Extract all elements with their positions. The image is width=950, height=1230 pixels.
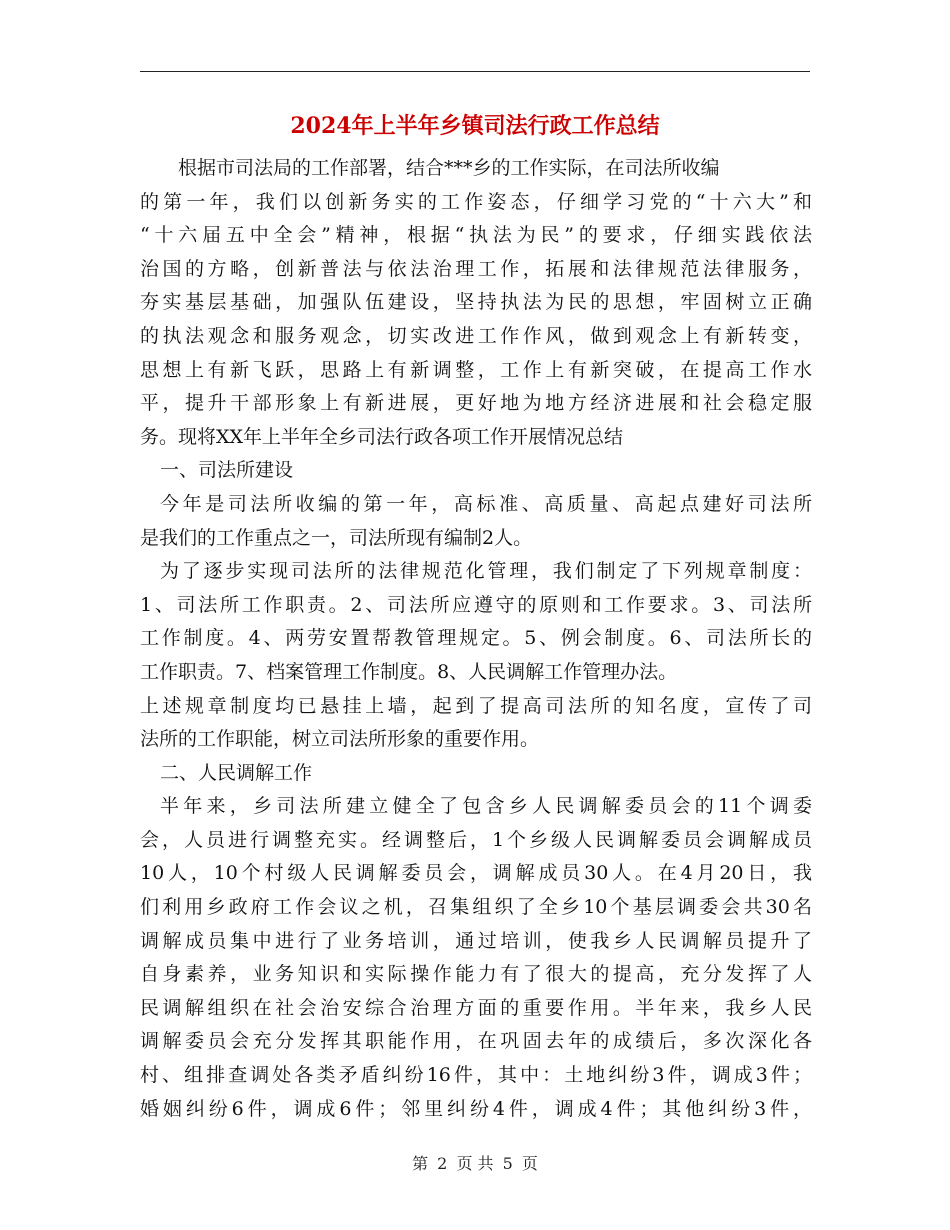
page-footer [0, 1152, 950, 1176]
footer-middle: 页 共 [456, 1154, 494, 1173]
section-heading: 一、司法所建设 [160, 459, 294, 482]
paragraph-line: 根据市司法局的工作部署，结合***乡的工作实际，在司法所收编 [178, 157, 720, 179]
paragraph-line: 治国的方略，创新普法与依法治理工作，拓展和法律规范法律服务， [140, 257, 812, 280]
paragraph-line: 工作职责。7、档案管理工作制度。8、人民调解工作管理办法。 [140, 660, 678, 683]
paragraph-line: 调解委员会充分发挥其职能作用，在巩固去年的成绩后，多次深化各 [140, 1030, 812, 1053]
section-heading: 二、人民调解工作 [160, 761, 313, 784]
paragraph-line: 自身素养，业务知识和实际操作能力有了很大的提高，充分发挥了人 [140, 963, 812, 986]
paragraph-line: 半年来，乡司法所建立健全了包含乡人民调解委员会的11个调委 [160, 795, 812, 818]
paragraph-line: 们利用乡政府工作会议之机，召集组织了全乡10个基层调委会共30名 [140, 896, 812, 919]
header-rule [140, 71, 810, 72]
paragraph-line: 的执法观念和服务观念，切实改进工作作风，做到观念上有新转变， [140, 324, 812, 347]
paragraph-line: 的第一年，我们以创新务实的工作姿态，仔细学习党的“十六大”和 [140, 190, 812, 213]
paragraph-line: 法所的工作职能，树立司法所形象的重要作用。 [140, 728, 540, 751]
paragraph-line: 思想上有新飞跃，思路上有新调整，工作上有新突破，在提高工作水 [140, 358, 812, 381]
paragraph-line: 夯实基层基础，加强队伍建设，坚持执法为民的思想，牢固树立正确 [140, 291, 812, 314]
paragraph-line: 工作制度。4、两劳安置帮教管理规定。5、例会制度。6、司法所长的 [140, 627, 812, 650]
paragraph-line: 是我们的工作重点之一，司法所现有编制2人。 [140, 526, 533, 549]
paragraph-line: 1、司法所工作职责。2、司法所应遵守的原则和工作要求。3、司法所 [140, 593, 812, 616]
total-page-count: 5 [502, 1154, 513, 1173]
document-title: 2024年上半年乡镇司法行政工作总结 [290, 113, 660, 139]
document-body [140, 152, 812, 1126]
paragraph-line: 今年是司法所收编的第一年，高标准、高质量、高起点建好司法所 [160, 492, 812, 515]
paragraph-line: 为了逐步实现司法所的法律规范化管理，我们制定了下列规章制度： [160, 560, 812, 583]
paragraph-line: 上述规章制度均已悬挂上墙，起到了提高司法所的知名度，宣传了司 [140, 694, 812, 717]
paragraph-line: 务。现将XX年上半年全乡司法行政各项工作开展情况总结 [140, 425, 624, 448]
paragraph-line: 会，人员进行调整充实。经调整后，1个乡级人民调解委员会调解成员 [140, 828, 812, 851]
footer-prefix: 第 [412, 1154, 429, 1173]
paragraph-line: 村、组排查调处各类矛盾纠纷16件，其中：土地纠纷3件，调成3件； [140, 1064, 812, 1087]
paragraph-line: 平，提升干部形象上有新进展，更好地为地方经济进展和社会稳定服 [140, 392, 812, 415]
paragraph-line: 10人，10个村级人民调解委员会，调解成员30人。在4月20日，我 [140, 862, 812, 885]
paragraph-line: 调解成员集中进行了业务培训，通过培训，使我乡人民调解员提升了 [140, 929, 812, 952]
footer-suffix: 页 [521, 1154, 538, 1173]
paragraph-line: 民调解组织在社会治安综合治理方面的重要作用。半年来，我乡人民 [140, 996, 812, 1019]
current-page-number: 2 [437, 1154, 448, 1173]
paragraph-line: 婚姻纠纷6件，调成6件；邻里纠纷4件，调成4件；其他纠纷3件， [140, 1097, 812, 1120]
paragraph-line: “十六届五中全会”精神，根据“执法为民”的要求，仔细实践依法 [140, 224, 812, 247]
